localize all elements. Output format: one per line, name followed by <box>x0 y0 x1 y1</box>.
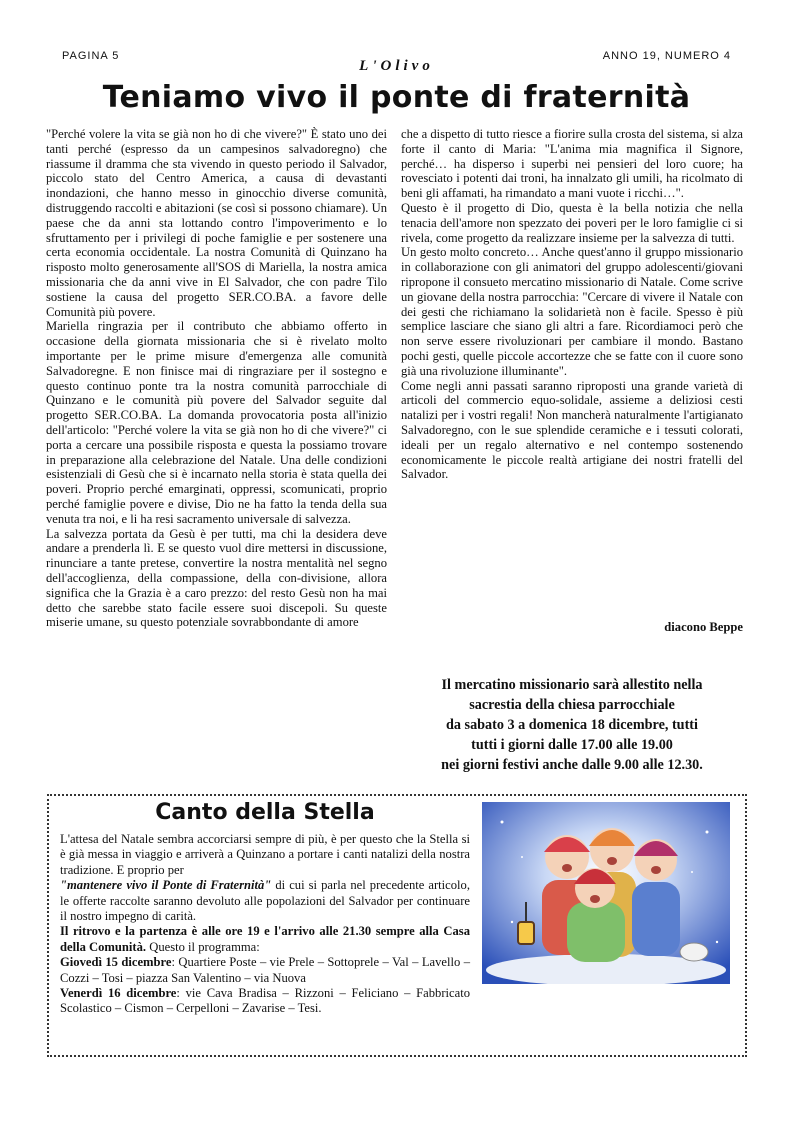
notice-line: sacrestia della chiesa parrocchiale <box>469 697 675 713</box>
article-signature: diacono Beppe <box>664 620 743 634</box>
paragraph: che a dispetto di tutto riesce a fiorire sulla crosta del sistema, si alza forte il canto di Maria: "L'anima mia magnifica il Signore, perché… ha disperso i superbi nei pensieri del loro cuore; ha rovesciato i potenti dai troni, ha innalzato gli umili, ha ricolmato di beni gli affamati, ha rimandato a mani vuote i ricchi…". <box>401 127 744 201</box>
canto-quote: "mantenere vivo il Ponte di Fraternità" <box>60 878 272 893</box>
notice-line: nei giorni festivi anche dalle 9.00 alle 12.30. <box>441 757 703 773</box>
notice-line: tutti i giorni dalle 17.00 alle 19.00 <box>471 737 673 753</box>
notice-line: Il mercatino missionario sarà allestito nella <box>441 677 703 693</box>
article-title: Teniamo vivo il ponte di fraternità <box>102 80 691 115</box>
market-notice <box>401 675 743 775</box>
canto-meeting: Il ritrovo e la partenza è alle ore 19 e l'arrivo alle 21.30 sempre alla Casa della Comunità. Questo il programma: <box>60 924 470 954</box>
carol-singers-illustration-icon <box>482 802 730 984</box>
paragraph: Questo è il progetto di Dio, questa è la bella notizia che nella tenacia dell'amore non spezzato dei poveri per le loro famiglie ci si rivela, come progetto da realizzare insieme per la salvezza di tutti. <box>401 200 743 245</box>
article-column-1 <box>46 127 387 630</box>
article-column-2 <box>401 127 743 482</box>
paragraph: La salvezza portata da Gesù è per tutti, ma chi la desidera deve andare a prenderla lì. E se questo vuol dire mettersi in discussione, rinunciare a tante pretese, convertire la nostra mentalità nel segno dell'accoglienza, della compassione, della con-divisione, allora significa che la Grazia è a caro prezzo: del resto Gesù non ha mai detto che sarebbe stato facile essere suoi discepoli. Su queste miserie umane, su questo potenziale sovrabbondante di amore <box>46 526 387 630</box>
paragraph: "Perché volere la vita se già non ho di che vivere?" È stato uno dei tanti perché (espresso da un campesinos salvadoregno) che riassume il dramma che sta vivendo in questo periodo il Salvador, piccolo stato del Centro America, a causa di devastanti inondazioni, che hanno messo in ginocchio diverse comunità, distruggendo raccolti e abitazioni (se così si possono chiamare). Un paese che da anni sta lottando contro l'impoverimento e lo sfruttamento per i privilegi di poche famiglie e per sostenere una certa economia occidentale. La nostra Comunità di Quinzano ha risposto molto generosamente all'SOS di Mariella, la nostra amica missionaria che da anni vive in El Salvador, che con padre Tilo sostiene la causa del progetto SER.CO.BA. a favore delle Comunità più povere. <box>46 127 387 319</box>
publication-name: L'Olivo <box>359 58 434 74</box>
issue-number: ANNO 19, NUMERO 4 <box>602 50 731 62</box>
notice-line: da sabato 3 a domenica 18 dicembre, tutti <box>446 717 698 733</box>
paragraph: Come negli anni passati saranno riproposti una grande varietà di articoli del commercio equo-solidale, assieme a deliziosi cesti natalizi per i vostri regali! Non mancherà naturalmente l'artigianato Salvadoregno, con le sue splendide ceramiche e i tessuti colorati, ideali per un regalo alternativo e nel contempo sostenendo economicamente le piccole realtà artigiane dei nostri fratelli del Salvador. <box>401 378 743 482</box>
canto-text <box>60 832 730 1017</box>
canto-title: Canto della Stella <box>155 800 375 825</box>
canto-paragraph: L'attesa del Natale sembra accorciarsi sempre di più, è per questo che la Stella si è già messa in viaggio e arriverà a Quinzano a portare i canti natalizi della nostra tradizione. E proprio per "mantenere vivo il Ponte di Fraternità" di cui si parla nel precedente articolo, le offerte raccolte saranno devoluto alle popolazioni del Salvador per continuare il nostro impegno di carità. <box>60 832 470 924</box>
canto-day-1: Giovedì 15 dicembre: Quartiere Poste – vie Prele – Sottoprele – Val – Lavello – Cozzi – Tosi – piazza San Valentino – via Nuova <box>60 955 470 985</box>
canto-day-2: Venerdì 16 dicembre: vie Cava Bradisa – Rizzoni – Feliciano – Fabbricato Scolastico – Cismon – Cerpelloni – Zavarise – Tesi. <box>60 986 470 1016</box>
paragraph: Mariella ringrazia per il contributo che abbiamo offerto in occasione della giornata missionaria che si è rivelato molto importante per le prime misure d'emergenza alle comunità Salvadoregne. E non finisce mai di ringraziare per il sostegno e questo continuo ponte tra la nostra comunità parrocchiale di Quinzano e le comunità più povere del Salvador seguite dal progetto SER.CO.BA. La domanda provocatoria posta all'inizio dell'articolo: "Perché volere la vita se già non ho di che vivere?" ci porta a cercare una possibile risposta e questa la possiamo trovare in preparazione alla celebrazione del Natale. Una delle condizioni esistenziali di Gesù che si è incarnato nella storia è stata quella dei poveri. Proprio perché emarginati, oppressi, scomunicati, proprio perché famiglie povere e divise, Dio ne ha fatto la tenda della sua venuta tra noi, e li ha resi sacramento universale di salvezza. <box>46 319 387 526</box>
paragraph: Un gesto molto concreto… Anche quest'anno il gruppo missionario in collaborazione con gli animatori del gruppo adolescenti/giovani ripropone il consueto mercatino missionario di Natale. Come scrive un giovane della nostra parrocchia: "Cercare di vivere il Natale con dei gesti che richiamano la solidarietà non è facile. Spesso è più semplice lasciare che siano gli altri a fare. Ricordiamoci però che non serve essere rivoluzionari per cambiare il mondo. Bastano pochi gesti, quelle piccole accortezze che se fatte con il cuore sono già una rivoluzione illuminante". <box>401 245 743 378</box>
page-number: PAGINA 5 <box>62 50 120 62</box>
